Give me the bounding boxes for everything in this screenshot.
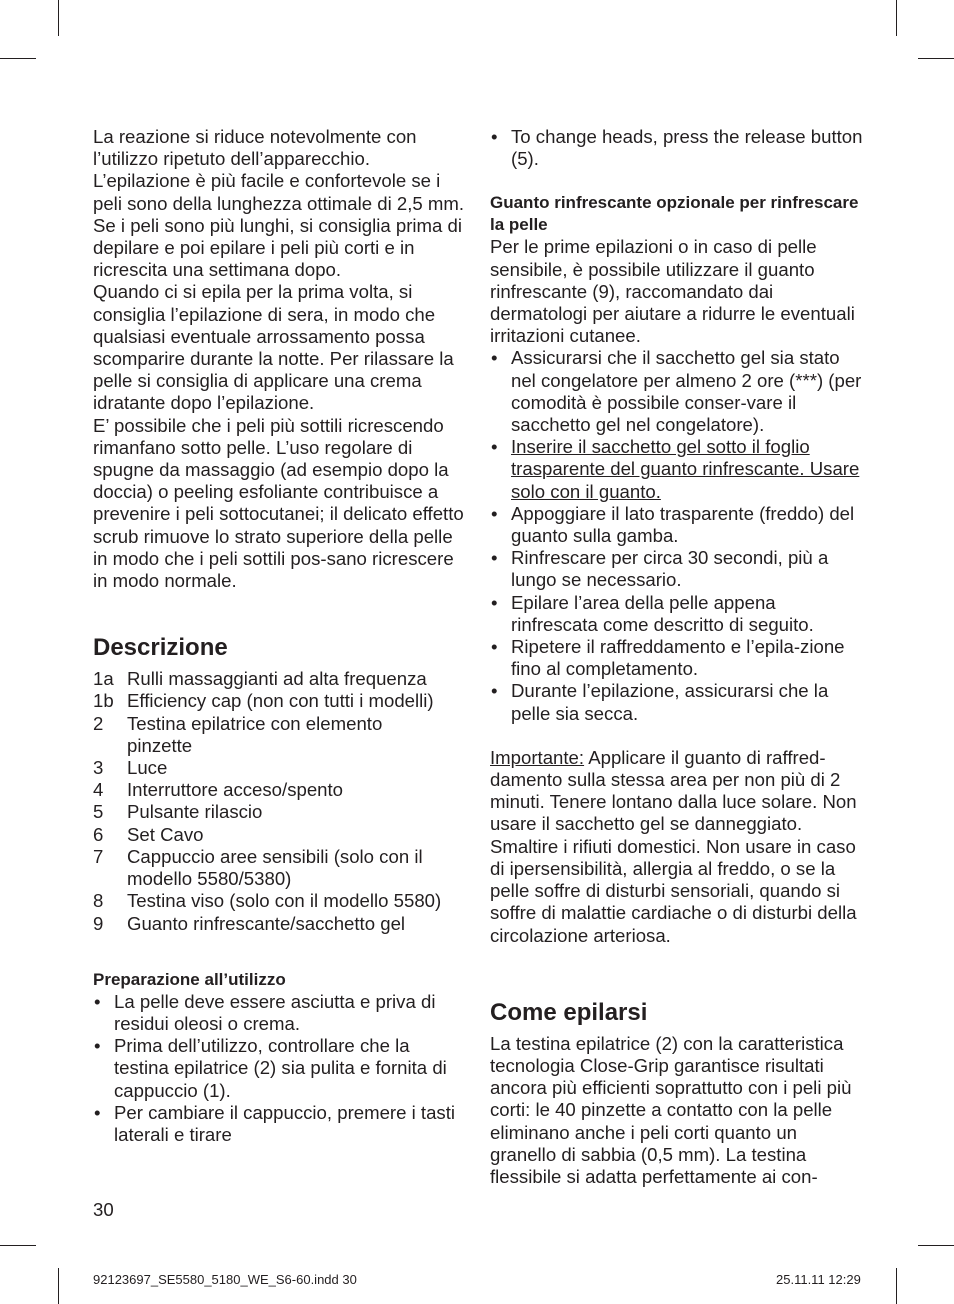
crop-mark (58, 1268, 59, 1304)
importante-paragraph (490, 747, 865, 947)
underlined-instruction: Inserire il sacchetto gel sotto il foglio trasparente del guanto rinfrescante. Usare solo con il guanto. (511, 436, 860, 502)
list-item (93, 713, 445, 757)
list-item (93, 824, 445, 846)
crop-mark (896, 0, 897, 36)
guanto-intro: Per le prime epilazioni o in caso di pelle sensibile, è possibile utilizzare il guanto rinfrescante (9), raccomandato dai dermatologi per aiutare a ridurre le eventuali irritazioni cutanee. (490, 236, 855, 347)
top-bullet-list (490, 126, 865, 170)
intro-paragraph-1: La reazione si riduce notevolmente con l’utilizzo ripetuto dell’apparecchio. L’epilazione è più facile e confortevole se i peli sono della lunghezza ottimale di 2,5 mm. Se i peli sono più lunghi, si consiglia prima di depilare e poi epilare i peli più corti e in ricrescita una settimana dopo. (93, 126, 465, 281)
item-text: Cappuccio aree sensibili (solo con il modello 5580/5380) (127, 845, 423, 890)
list-item (93, 668, 445, 690)
list-item (490, 436, 865, 503)
crop-mark (0, 58, 36, 59)
list-item: • Prima dell’utilizzo, controllare che la testina epilatrice (2) sia pulita e fornita di cappuccio (1). (93, 1035, 465, 1102)
item-number: 9 (93, 912, 104, 934)
item-text: Guanto rinfrescante/sacchetto gel (127, 912, 406, 934)
guanto-list (490, 347, 865, 724)
item-text: Interruttore acceso/spento (127, 779, 344, 801)
intro-paragraph-2: Quando ci si epila per la prima volta, si consiglia l’epilazione di sera, in modo che qualsiasi eventuale arrossamento possa scomparire durante la notte. Per rilassare la pelle si consiglia di applicare una crema idratante dopo l’epilazione. (93, 281, 454, 414)
item-text: Testina viso (solo con il modello 5580) (127, 890, 442, 912)
crop-mark (918, 1245, 954, 1246)
list-item (93, 801, 445, 823)
item-text: Luce (127, 757, 168, 779)
list-item: • Per cambiare il cappuccio, premere i tasti laterali e tirare (93, 1102, 465, 1146)
item-number: 2 (93, 712, 104, 734)
list-item: • Assicurarsi che il sacchetto gel sia stato nel congelatore per almeno 2 ore (***) (per comodità è possibile conser-vare il sacchetto gel nel congelatore). (490, 347, 865, 436)
item-number: 6 (93, 823, 104, 845)
importante-text: Applicare il guanto di raffred-damento sulla stessa area per non più di 2 minuti. Tenere lontano dalla luce solare. Non usare il sacchetto gel se danneggiato. Smaltire i rifiuti domestici. Non usare in caso di ipersensibilità, allergia al freddo, o se la pelle soffre di disturbi sensoriali, quando si soffre di malattie cardiache o di disturbi della circolazione arteriosa. (490, 746, 857, 946)
crop-mark (896, 1268, 897, 1304)
footer-file: 92123697_SE5580_5180_WE_S6-60.indd 30 (93, 1272, 357, 1287)
list-item: • Durante l’epilazione, assicurarsi che la pelle sia secca. (490, 680, 865, 724)
left-column (93, 126, 465, 1146)
list-item: • Rinfrescare per circa 30 secondi, più a lungo se necessario. (490, 547, 865, 591)
item-text: Rulli massaggianti ad alta frequenza (127, 668, 427, 690)
list-item: • Appoggiare il lato trasparente (freddo) del guanto sulla gamba. (490, 503, 865, 547)
list-item: • Ripetere il raffreddamento e l’epila-zione fino al completamento. (490, 636, 865, 680)
item-number: 5 (93, 801, 104, 823)
item-number: 1b (93, 690, 114, 712)
list-item (93, 846, 445, 890)
item-number: 8 (93, 890, 104, 912)
list-item (93, 890, 445, 912)
guanto-heading: Guanto rinfrescante opzionale per rinfrescare la pelle (490, 193, 859, 235)
description-list (93, 668, 445, 934)
item-text: Pulsante rilascio (127, 801, 263, 823)
page-number: 30 (93, 1199, 114, 1220)
item-number: 3 (93, 757, 104, 779)
item-number: 4 (93, 779, 104, 801)
list-item (93, 779, 445, 801)
item-text: Set Cavo (127, 823, 204, 845)
item-text: Testina epilatrice con elemento pinzette (127, 712, 383, 756)
footer-datetime: 25.11.11 12:29 (776, 1272, 861, 1287)
list-item (93, 690, 445, 712)
preparazione-heading: Preparazione all’utilizzo (93, 969, 286, 989)
list-item: • To change heads, press the release button (5). (490, 126, 865, 170)
item-text: Efficiency cap (non con tutti i modelli) (127, 690, 434, 712)
item-number: 1a (93, 668, 114, 690)
list-item (93, 913, 445, 935)
item-number: 7 (93, 845, 104, 867)
descrizione-heading: Descrizione (93, 634, 228, 662)
list-item: • Epilare l’area della pelle appena rinfrescata come descritto di seguito. (490, 592, 865, 636)
crop-mark (918, 58, 954, 59)
crop-mark (0, 1245, 36, 1246)
crop-mark (58, 0, 59, 36)
importante-label: Importante: (490, 746, 585, 768)
intro-paragraph-3: E’ possibile che i peli più sottili ricrescendo rimanfano sotto pelle. L’uso regolare di spugne da massaggio (ad esempio dopo la doccia) o peeling esfoliante contribuisce a prevenire i peli sottocutanei; il delicato effetto scrub rimuove lo strato superiore della pelle in modo che i peli sottili pos-sano ricrescere in modo normale. (93, 414, 464, 592)
right-column (490, 126, 865, 1188)
come-paragraph: La testina epilatrice (2) con la caratteristica tecnologia Close-Grip garantisce risultati ancora più efficienti soprattutto con i peli più corti: le 40 pinzette a contatto con la pelle eliminano anche i peli corti quanto un granello di sabbia (0,5 mm). La testina flessibile si adatta perfettamente ai con- (490, 1032, 852, 1187)
list-item: • La pelle deve essere asciutta e priva di residui oleosi o crema. (93, 991, 465, 1035)
come-heading: Come epilarsi (490, 998, 648, 1026)
list-item (93, 757, 445, 779)
preparazione-list (93, 991, 465, 1146)
